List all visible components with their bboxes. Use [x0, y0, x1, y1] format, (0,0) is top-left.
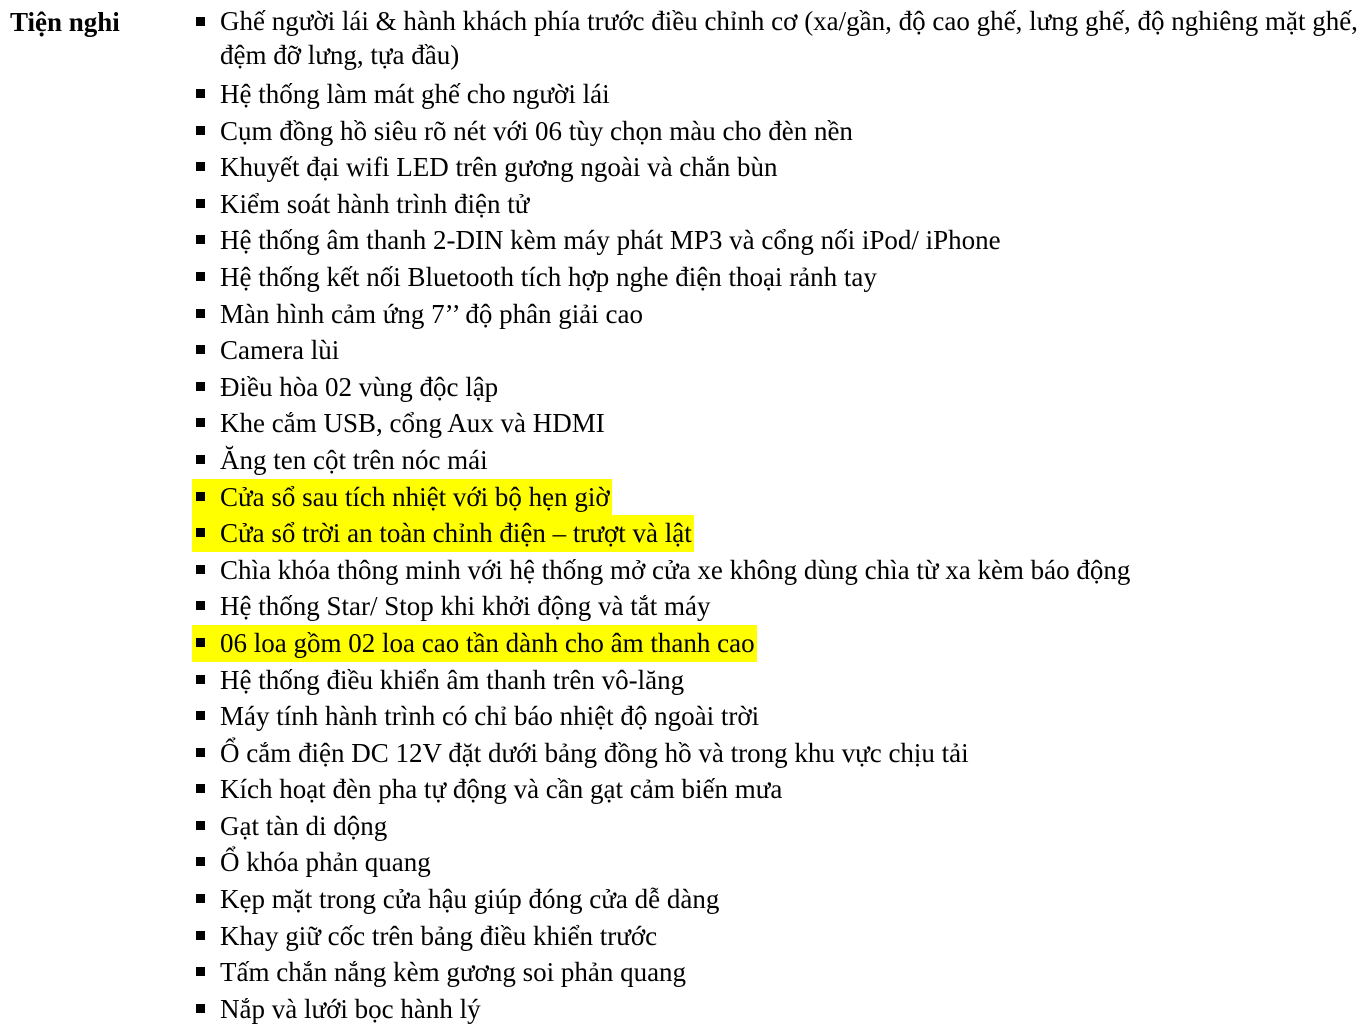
list-item — [192, 625, 757, 662]
list-item — [192, 735, 1362, 772]
list-item — [192, 662, 1362, 699]
list-item-text: Điều hòa 02 vùng độc lập — [220, 371, 499, 402]
list-item-text: Khuyết đại wifi LED trên gương ngoài và chắn bùn — [220, 152, 778, 183]
bullet-square-icon — [196, 272, 205, 281]
list-item-text: Kẹp mặt trong cửa hậu giúp đóng cửa dễ dàng — [220, 884, 720, 915]
list-item-text: Khe cắm USB, cổng Aux và HDMI — [220, 408, 605, 439]
bullet-square-icon — [196, 89, 205, 98]
list-item — [192, 296, 1362, 333]
list-item-text: Kiểm soát hành trình điện tử — [220, 188, 530, 219]
list-item — [192, 771, 1362, 808]
bullet-square-icon — [196, 1004, 205, 1013]
list-item-text: Tấm chắn nắng kèm gương soi phản quang — [220, 957, 687, 988]
list-item — [192, 369, 1362, 406]
bullet-square-icon — [196, 967, 205, 976]
bullet-square-icon — [196, 455, 205, 464]
list-item — [192, 588, 1362, 625]
list-item-text: Hệ thống âm thanh 2-DIN kèm máy phát MP3 và cổng nối iPod/ iPhone — [220, 225, 1001, 256]
list-item — [192, 991, 1362, 1028]
list-item-text: Cụm đồng hồ siêu rõ nét với 06 tùy chọn màu cho đèn nền — [220, 115, 853, 146]
list-item-text: Cửa sổ trời an toàn chỉnh điện – trượt và lật — [220, 518, 692, 549]
list-item-text: Màn hình cảm ứng 7’’ độ phân giải cao — [220, 298, 644, 329]
bullet-square-icon — [196, 126, 205, 135]
list-item-text: Camera lùi — [220, 335, 340, 366]
list-item-text: Gạt tàn di dộng — [220, 810, 388, 841]
list-item — [192, 149, 1362, 186]
list-item-text: Cửa sổ sau tích nhiệt với bộ hẹn giờ — [220, 481, 610, 512]
bullet-square-icon — [196, 565, 205, 574]
bullet-square-icon — [196, 309, 205, 318]
list-item — [192, 442, 1362, 479]
list-item — [192, 4, 1362, 76]
bullet-square-icon — [196, 418, 205, 427]
list-item-text: Hệ thống điều khiển âm thanh trên vô-lăng — [220, 664, 685, 695]
list-item — [192, 808, 1362, 845]
list-item-text: 06 loa gồm 02 loa cao tần dành cho âm thanh cao — [220, 627, 755, 658]
bullet-square-icon — [196, 711, 205, 720]
list-item — [192, 332, 1362, 369]
bullet-square-icon — [196, 931, 205, 940]
list-item — [192, 698, 1362, 735]
list-item — [192, 76, 1362, 113]
list-item-text: Nắp và lưới bọc hành lý — [220, 993, 481, 1024]
list-item-text: Khay giữ cốc trên bảng điều khiển trước — [220, 920, 658, 951]
list-item-text: Chìa khóa thông minh với hệ thống mở cửa xe không dùng chìa từ xa kèm báo động — [220, 554, 1131, 585]
list-item-text: Kích hoạt đèn pha tự động và cần gạt cảm biến mưa — [220, 774, 783, 805]
list-item-text: Hệ thống Star/ Stop khi khởi động và tắt máy — [220, 591, 711, 622]
bullet-square-icon — [196, 235, 205, 244]
bullet-square-icon — [196, 345, 205, 354]
bullet-square-icon — [196, 675, 205, 684]
list-item — [192, 259, 1362, 296]
bullet-square-icon — [196, 894, 205, 903]
list-item-text: Ghế người lái & hành khách phía trước điều chỉnh cơ (xa/gần, độ cao ghế, lưng ghế, độ nghiêng mặt ghế, đệm đỡ lưng, tựa đầu) — [220, 6, 1358, 70]
list-item — [192, 222, 1362, 259]
list-item-text: Ăng ten cột trên nóc mái — [220, 444, 488, 475]
bullet-square-icon — [196, 199, 205, 208]
bullet-square-icon — [196, 382, 205, 391]
feature-list — [192, 4, 1362, 1027]
bullet-square-icon — [196, 821, 205, 830]
list-item — [192, 515, 694, 552]
list-item — [192, 881, 1362, 918]
list-item — [192, 552, 1362, 589]
list-item-text: Ổ khóa phản quang — [220, 847, 431, 878]
list-item — [192, 405, 1362, 442]
list-item-text: Hệ thống kết nối Bluetooth tích hợp nghe điện thoại rảnh tay — [220, 261, 877, 292]
bullet-square-icon — [196, 492, 205, 501]
list-item — [192, 113, 1362, 150]
list-item-text: Máy tính hành trình có chỉ báo nhiệt độ ngoài trời — [220, 701, 760, 732]
list-item — [192, 918, 1362, 955]
section-label: Tiện nghi — [10, 7, 120, 37]
bullet-square-icon — [196, 162, 205, 171]
bullet-square-icon — [196, 528, 205, 537]
bullet-square-icon — [196, 857, 205, 866]
bullet-square-icon — [196, 784, 205, 793]
bullet-square-icon — [196, 748, 205, 757]
bullet-square-icon — [196, 601, 205, 610]
list-item — [192, 844, 1362, 881]
bullet-square-icon — [196, 638, 205, 647]
list-item — [192, 479, 612, 516]
list-item-text: Hệ thống làm mát ghế cho người lái — [220, 79, 610, 109]
list-item-text: Ổ cắm điện DC 12V đặt dưới bảng đồng hồ và trong khu vực chịu tải — [220, 737, 969, 768]
list-item — [192, 954, 1362, 991]
bullet-square-icon — [196, 17, 205, 26]
list-item — [192, 186, 1362, 223]
